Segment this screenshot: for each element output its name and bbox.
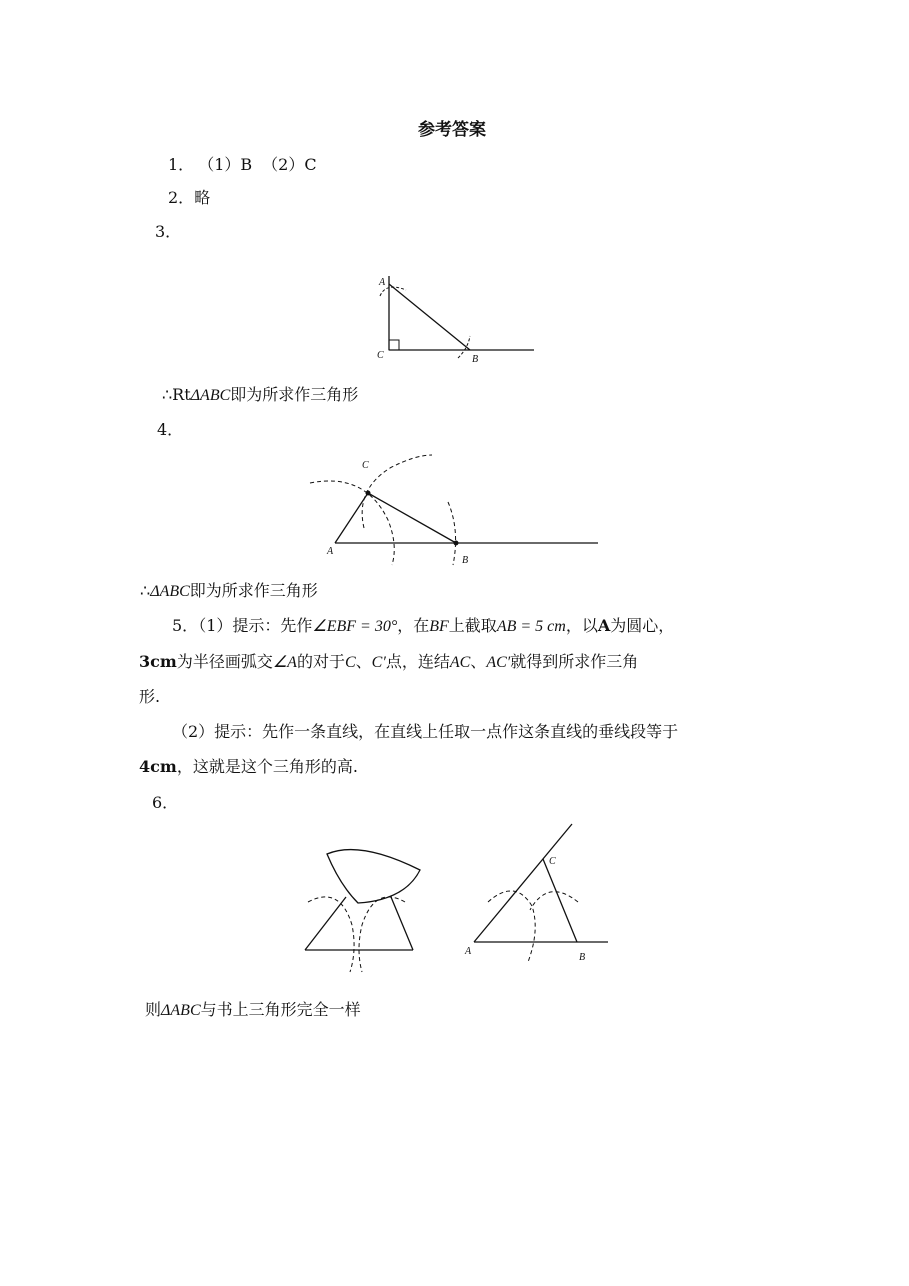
radius-3cm: 3cm [139, 652, 177, 671]
answer-6-conclusion [145, 1000, 361, 1021]
answer-1-number: 1． [168, 155, 195, 174]
answer-5-line-1: 5．（1）提示：先作∠EBF = 30°，在BF上截取AB = 5 cm，以A为圆心， [172, 616, 675, 635]
answer-3-triangle: ΔABC [190, 387, 231, 404]
answer-4-number: 4． [157, 420, 184, 439]
answer-5-line-4: （2）提示：先作一条直线，在直线上任取一点作这条直线的垂线段等于 [172, 722, 679, 741]
answer-2-text: 略 [194, 188, 211, 207]
segment-ac-prime: AC′ [486, 654, 511, 671]
fig3-label-b: B [472, 354, 479, 365]
fig4-label-c: C [362, 460, 369, 471]
point-c: C [344, 654, 356, 671]
figure-3 [360, 270, 540, 370]
answer-6-prefix: 则 [145, 1000, 162, 1019]
answer-1-part-1: （1）B [198, 155, 253, 174]
answer-4-prefix: ∴ [140, 581, 151, 600]
answer-3-suffix: 即为所求作三角形 [230, 385, 359, 404]
answer-5-line-2: 3cm为半径画弧交∠A的对于C、C′点，连结AC、AC′就得到所求作三角 [139, 652, 639, 671]
answer-2-number: 2． [168, 188, 195, 207]
answer-6-triangle: ΔABC [161, 1002, 201, 1019]
fig4-label-a: A [327, 546, 334, 557]
fig3-label-c: C [377, 350, 384, 361]
fig4-label-b: B [462, 555, 469, 566]
figure-4 [310, 450, 605, 570]
point-a: A [597, 616, 611, 635]
answer-5-number: 5． [172, 616, 199, 635]
fig3-label-a: A [379, 277, 386, 288]
answer-2 [168, 188, 210, 208]
answer-3-conclusion [162, 385, 358, 406]
page-title: 参考答案 [418, 120, 486, 140]
fig6-label-c: C [549, 856, 556, 867]
angle-a: ∠A [272, 654, 297, 671]
answer-3-prefix: ∴Rt [162, 385, 191, 404]
answer-4-conclusion [140, 581, 318, 602]
answer-1-part-2: （2）C [262, 155, 317, 174]
segment-bf: BF [429, 618, 449, 635]
answer-1 [168, 155, 317, 175]
answer-5-line-3: 形. [139, 687, 161, 706]
length-ab: AB = 5 cm [496, 618, 566, 635]
fig6-label-b: B [579, 952, 586, 963]
answer-4-triangle: ΔABC [150, 583, 190, 600]
answer-5-line-5: 4cm，这就是这个三角形的高. [139, 757, 358, 776]
figure-6-left [300, 840, 425, 975]
angle-ebf: ∠EBF = 30° [312, 618, 398, 635]
point-c-prime: C′ [371, 654, 386, 671]
figure-6-right [460, 820, 610, 970]
answer-6-number: 6． [152, 793, 179, 812]
height-4cm: 4cm [139, 757, 177, 776]
answer-3-number: 3． [155, 222, 182, 241]
fig6-label-a: A [465, 946, 472, 957]
answer-6-suffix: 与书上三角形完全一样 [200, 1000, 361, 1019]
segment-ac: AC [449, 654, 471, 671]
answer-4-suffix: 即为所求作三角形 [189, 581, 318, 600]
